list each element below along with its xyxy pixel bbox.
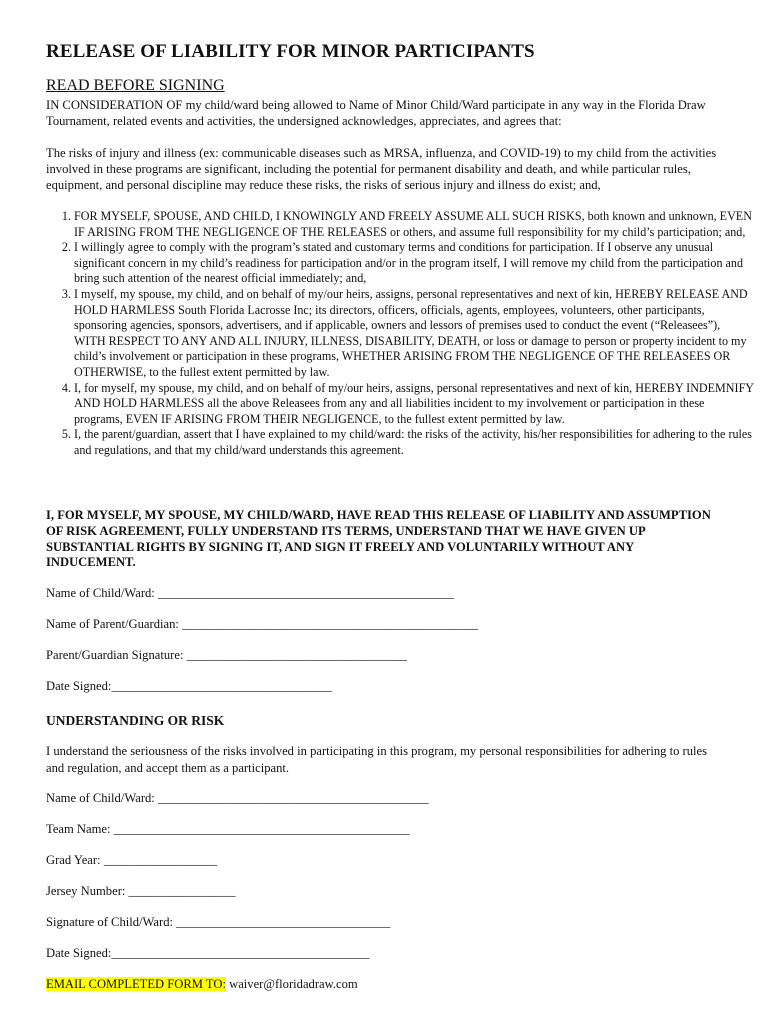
document-title: RELEASE OF LIABILITY FOR MINOR PARTICIPANTS [46, 41, 535, 62]
term-item: 2. I willingly agree to comply with the program’s stated and customary terms and conditions for participation. If I observe any unusual significant concern in my child’s readiness for participation and/or in the program itself, I will remove my child from the participation and bring such attention of the nearest official immediately; and, [74, 240, 754, 287]
understanding-heading: UNDERSTANDING OR RISK [46, 713, 225, 728]
grad-year-field[interactable]: Grad Year: __________________ [46, 853, 218, 867]
acknowledgement-statement: I, FOR MYSELF, MY SPOUSE, MY CHILD/WARD, HAVE READ THIS RELEASE OF LIABILITY AND ASSUMPTION OF RISK AGREEMENT, FULLY UNDERSTAND ITS TERMS, UNDERSTAND THAT WE HAVE GIVEN UP SUBSTANTIAL RIGHTS BY SIGNING IT, AND SIGN IT FREELY AND VOLUNTARILY WITHOUT ANY INDUCEMENT. [46, 508, 711, 570]
parent-date-signed-field[interactable]: Date Signed:___________________________________ [46, 679, 332, 693]
child-signature-field[interactable]: Signature of Child/Ward: __________________________________ [46, 915, 391, 929]
terms-list [46, 209, 754, 459]
consideration-paragraph: IN CONSIDERATION OF my child/ward being allowed to Name of Minor Child/Ward participate in any way in the Florida Draw Tournament, related events and activities, the undersigned acknowledges, appreciates, and agrees that: [46, 98, 706, 128]
term-item: 1. FOR MYSELF, SPOUSE, AND CHILD, I KNOWINGLY AND FREELY ASSUME ALL SUCH RISKS, both known and unknown, EVEN IF ARISING FROM THE NEGLIGENCE OF THE RELEASES or others, and assume full responsibility for my child’s participation; and, [74, 209, 754, 240]
term-item: 5. I, the parent/guardian, assert that I have explained to my child/ward: the risks of the activity, his/her responsibilities for adhering to the rules and regulations, and that my child/ward understands this agreement. [74, 427, 754, 458]
read-before-signing-heading: READ BEFORE SIGNING [46, 77, 225, 94]
email-label: EMAIL COMPLETED FORM TO: [46, 977, 226, 991]
player-date-signed-field[interactable]: Date Signed:_________________________________________ [46, 946, 370, 960]
email-instruction [46, 977, 358, 992]
term-item: 3. I myself, my spouse, my child, and on behalf of my/our heirs, assigns, personal representatives and next of kin, HEREBY RELEASE AND HOLD HARMLESS South Florida Lacrosse Inc; its directors, officers, officials, agents, employees, volunteers, other participants, sponsoring agencies, sponsors, advertisers, and if applicable, owners and lessors of premises used to conduct the event (“Releasees”), WITH RESPECT TO ANY AND ALL INJURY, ILLNESS, DISABILITY, DEATH, or loss or damage to person or property incident to my child’s involvement or participation in these programs, WHETHER ARISING FROM THE NEGLIGENCE OF THE RELEASEES OR OTHERWISE, to the fullest extent permitted by law. [74, 287, 754, 381]
team-name-field[interactable]: Team Name: _______________________________________________ [46, 822, 410, 836]
child-name-field[interactable]: Name of Child/Ward: _______________________________________________ [46, 586, 454, 600]
player-child-name-field[interactable]: Name of Child/Ward: ___________________________________________ [46, 791, 429, 805]
jersey-number-field[interactable]: Jersey Number: _________________ [46, 884, 236, 898]
understanding-paragraph: I understand the seriousness of the risks involved in participating in this program, my personal responsibilities for adhering to rules and regulation, and accept them as a participant. [46, 744, 708, 775]
risks-paragraph: The risks of injury and illness (ex: communicable diseases such as MRSA, influenza, and COVID-19) to my child from the activities involved in these programs are significant, including the potential for permanent disability and death, and while particular rules, equipment, and personal discipline may reduce these risks, the risks of serious injury and illness do exist; and, [46, 146, 717, 192]
parent-name-field[interactable]: Name of Parent/Guardian: _______________________________________________ [46, 617, 478, 631]
parent-signature-field[interactable]: Parent/Guardian Signature: ___________________________________ [46, 648, 407, 662]
term-item: 4. I, for myself, my spouse, my child, and on behalf of my/our heirs, assigns, personal representatives and next of kin, HEREBY INDEMNIFY AND HOLD HARMLESS all the above Releasees from any and all liabilities incident to my involvement or participation in these programs, EVEN IF ARISING FROM THEIR NEGLIGENCE, to the fullest extent permitted by law. [74, 381, 754, 428]
email-address-link[interactable]: waiver@floridadraw.com [229, 977, 358, 991]
